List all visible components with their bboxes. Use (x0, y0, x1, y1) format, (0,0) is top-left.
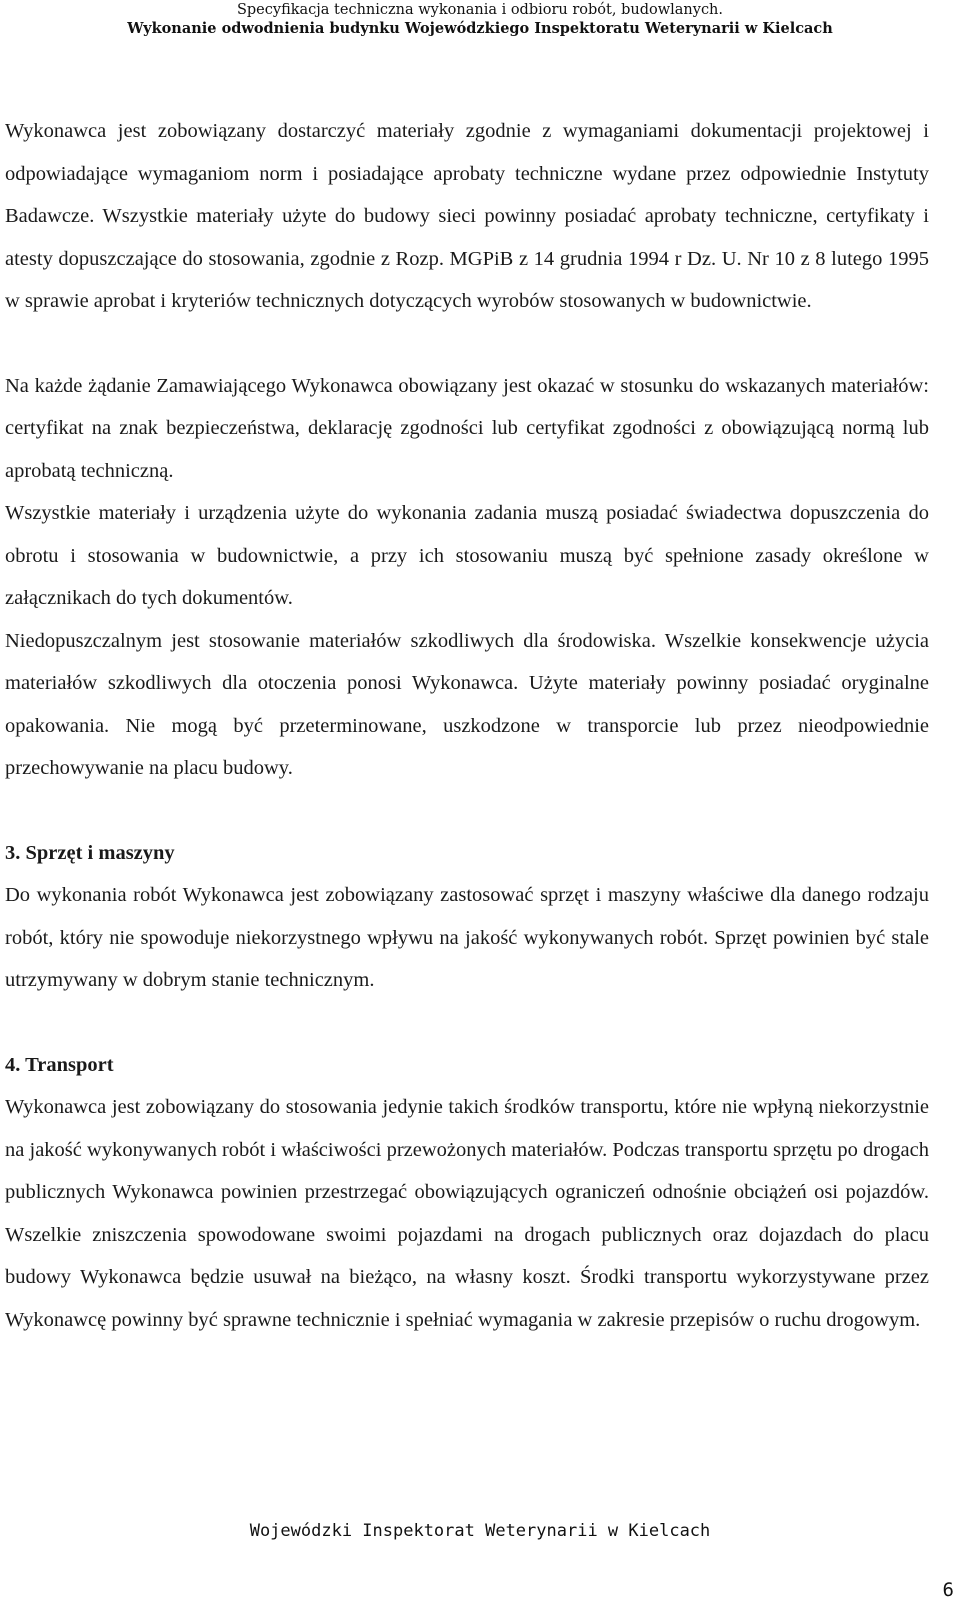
paragraph-admission: Wszystkie materiały i urządzenia użyte do wykonania zadania muszą posiadać świadectwa dopuszczenia do obrotu i stosowania w budownictwie, a przy ich stosowaniu muszą być spełnione zasady określone w załącznikach do tych dokumentów. (5, 502, 929, 609)
document-body (5, 110, 929, 1341)
paragraph-certificates: Na każde żądanie Zamawiającego Wykonawca obowiązany jest okazać w stosunku do wskazanych materiałów: certyfikat na znak bezpieczeństwa, deklarację zgodności lub certyfikat zgodności z obowiązującą normą lub aprobatą techniczną. (5, 374, 929, 482)
header-spec-title: Specyfikacja techniczna wykonania i odbioru robót, budowlanych. (236, 2, 724, 18)
header-project-title: Wykonanie odwodnienia budynku Wojewódzkiego Inspektoratu Weterynarii w Kielcach (127, 20, 833, 37)
paragraph-harmful-materials: Niedopuszczalnym jest stosowanie materiałów szkodliwych dla środowiska. Wszelkie konsekwencje użycia materiałów szkodliwych dla otoczenia ponosi Wykonawca. Użyte materiały powinny posiadać oryginalne opakowania. Nie mogą być przeterminowane, uszkodzone w transporcie lub przez nieodpowiednie przechowywanie na placu budowy. (5, 629, 929, 779)
paragraph-equipment: Do wykonania robót Wykonawca jest zobowiązany zastosować sprzęt i maszyny właściwe dla danego rodzaju robót, który nie spowoduje niekorzystnego wpływu na jakość wykonywanych robót. Sprzęt powinien być stale utrzymywany w dobrym stanie technicznym. (5, 884, 929, 991)
section-heading-transport: 4. Transport (5, 1053, 114, 1076)
page-footer: Wojewódzki Inspektorat Weterynarii w Kielcach (249, 1521, 711, 1541)
page-number: 6 (942, 1579, 954, 1601)
page-header (0, 0, 960, 39)
section-heading-equipment: 3. Sprzęt i maszyny (5, 841, 175, 864)
paragraph-transport: Wykonawca jest zobowiązany do stosowania jedynie takich środków transportu, które nie wpłyną niekorzystnie na jakość wykonywanych robót i właściwości przewożonych materiałów. Podczas transportu sprzętu po drogach publicznych Wykonawca powinien przestrzegać obowiązujących ograniczeń odnośnie obciążeń osi pojazdów. Wszelkie zniszczenia spowodowane swoimi pojazdami na drogach publicznych oraz dojazdach do placu budowy Wykonawca będzie usuwał na bieżąco, na własny koszt. Środki transportu wykorzystywane przez Wykonawcę powinny być sprawne technicznie i spełniać wymagania w zakresie przepisów o ruchu drogowym. (5, 1096, 929, 1331)
paragraph-materials-requirements: Wykonawca jest zobowiązany dostarczyć materiały zgodnie z wymaganiami dokumentacji projektowej i odpowiadające wymaganiom norm i posiadające aprobaty techniczne wydane przez odpowiednie Instytuty Badawcze. Wszystkie materiały użyte do budowy sieci powinny posiadać aprobaty techniczne, certyfikaty i atesty dopuszczające do stosowania, zgodnie z Rozp. MGPiB z 14 grudnia 1994 r Dz. U. Nr 10 z 8 lutego 1995 w sprawie aprobat i kryteriów technicznych dotyczących wyrobów stosowanych w budownictwie. (5, 120, 929, 312)
